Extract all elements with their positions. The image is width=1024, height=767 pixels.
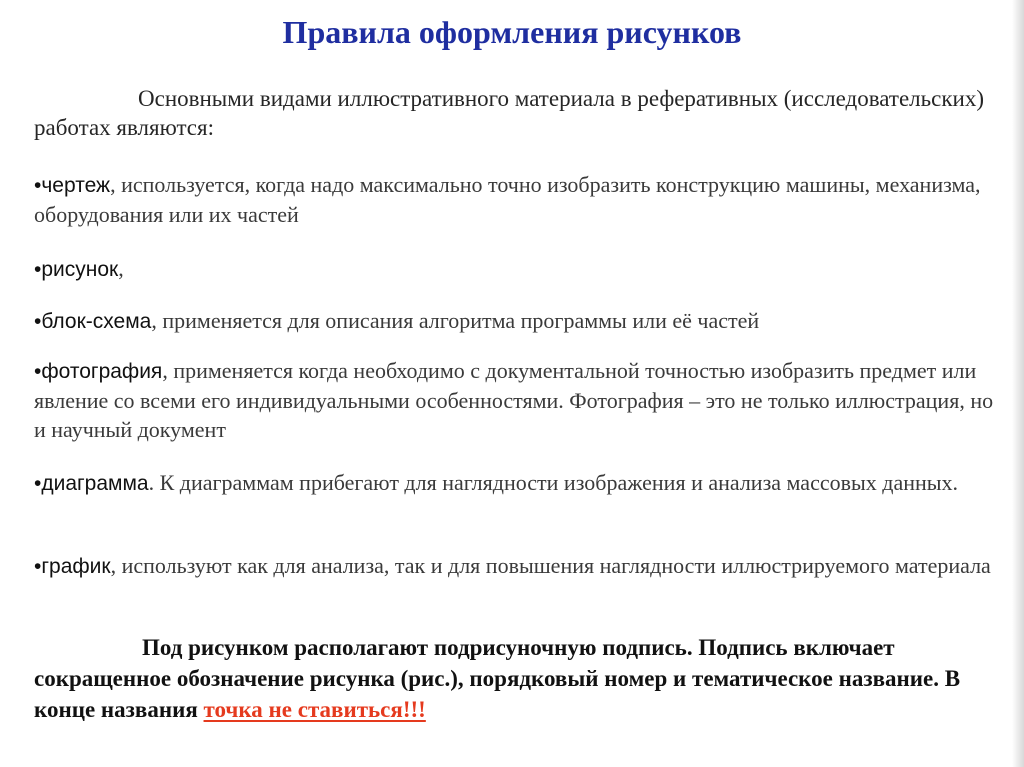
list-item-desc: , используется, когда надо максимально точно изобразить конструкцию машины, механизма, оборудования или их частей — [34, 172, 981, 227]
list-item-graph — [34, 551, 991, 581]
caption-rule-note — [34, 632, 994, 725]
list-item-flowchart — [34, 306, 759, 336]
list-item-photo — [34, 356, 994, 444]
note-text: Под рисунком располагают подрисуночную подпись. Подпись включает сокращенное обозначение рисунка (рис.), порядковый номер и тематическое название. В конце названия — [34, 635, 961, 722]
slide-edge-shadow — [1012, 0, 1024, 767]
list-item-desc: , — [118, 256, 124, 281]
list-item-diagram — [34, 468, 958, 498]
list-item-term: •чертеж — [34, 174, 111, 197]
list-item-drawing — [34, 170, 994, 229]
intro-paragraph — [34, 84, 984, 142]
list-item-term: •график — [34, 555, 111, 578]
list-item-desc: , применяется для описания алгоритма программы или её частей — [151, 308, 760, 333]
list-item-term: •диаграмма — [34, 472, 149, 495]
slide-title: Правила оформления рисунков — [282, 14, 742, 50]
list-item-desc: , используют как для анализа, так и для повышения наглядности иллюстрируемого материала — [110, 553, 991, 578]
list-item-term: •блок-схема — [34, 310, 152, 333]
list-item-term: •рисунок — [34, 258, 119, 281]
list-item-term: •фотография — [34, 360, 163, 383]
note-warning: точка не ставиться!!! — [203, 697, 426, 722]
list-item-picture — [34, 254, 124, 284]
list-item-desc: . К диаграммам прибегают для наглядности изображения и анализа массовых данных. — [148, 470, 959, 495]
list-item-desc: , применяется когда необходимо с документальной точностью изобразить предмет или явление со всеми его индивидуальными особенностями. Фотография – это не только иллюстрация, но и научный документ — [34, 358, 994, 442]
intro-text: Основными видами иллюстративного материала в реферативных (исследовательских) работах являются: — [34, 86, 984, 140]
